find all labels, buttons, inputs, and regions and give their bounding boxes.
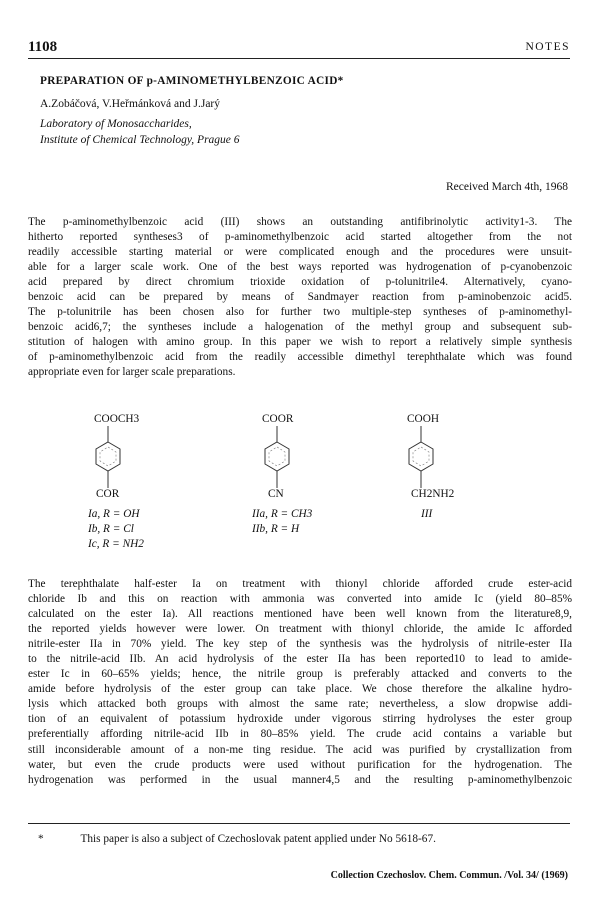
affiliation-line-1: Laboratory of Monosaccharides, xyxy=(40,118,192,130)
footnote-mark: * xyxy=(38,833,44,845)
text-line: hitherto reported syntheses3 of p-aminomethylbenzoic acid started altogether from the not xyxy=(28,231,572,244)
article-title: PREPARATION OF p-AMINOMETHYLBENZOIC ACID* xyxy=(40,75,344,87)
text-line: appropriate even for larger scale preparations. xyxy=(28,366,236,379)
structure-II-caption-b: IIb, R = H xyxy=(252,523,300,535)
benzene-ring-icon xyxy=(257,426,297,496)
structure-I-caption-b: Ib, R = Cl xyxy=(88,523,134,535)
text-line: still inconsiderable amount of a non-me ting residue. The acid was purified by crystallization from xyxy=(28,743,572,756)
text-line: benzoic acid6,7; the syntheses include a halogenation of the methyl group and subsequent sub- xyxy=(28,321,572,334)
text-line: tion of an equivalent of potassium hydroxide under vigorous stirring hydrolyses the ester group xyxy=(28,713,572,726)
text-line: able for a larger scale work. One of the best ways reported was hydrogenation of p-cyanobenzoic xyxy=(28,261,572,274)
text-line: benzoic acid can be prepared by means of Sandmayer reaction from p-aminobenzoic acid5. xyxy=(28,291,572,304)
text-line: to the nitrile-acid IIb. An acid hydrolysis of the ester IIa has been reported10 to lead to amide- xyxy=(28,653,572,666)
structure-I-top-group: COOCH3 xyxy=(94,413,140,425)
structure-III-bottom-group: CH2NH2 xyxy=(411,488,455,500)
footnote-text: This paper is also a subject of Czechoslovak patent applied under No 5618-67. xyxy=(80,833,436,845)
text-line: the reported yields however were lower. On treatment with thionyl chloride, the amide Ic afforded xyxy=(28,623,572,636)
text-line: preferentially affording nitrile-acid IIb in 80–85% yield. The crude acid contains a variable but xyxy=(28,728,572,741)
structure-I-caption-c: Ic, R = NH2 xyxy=(88,538,144,550)
text-line: acid prepared by direct chromium trioxide oxidation of p-tolunitrile4. Alternatively, cyano- xyxy=(28,276,572,289)
text-line: lysis which attacked both groups with almost the same rate; nevertheless, a slow dropwise addi- xyxy=(28,698,572,711)
footnote-rule xyxy=(28,823,570,824)
text-line: The p-tolunitrile has been chosen also for further two multiple-step syntheses of p-aminomethyl- xyxy=(28,306,572,319)
running-head: NOTES xyxy=(525,41,570,53)
text-line: readily accessible starting material or were complicated enough and the procedures were unsuit- xyxy=(28,246,572,259)
header-rule xyxy=(28,58,570,59)
structure-I-caption-a: Ia, R = OH xyxy=(88,508,140,520)
text-line: The p-aminomethylbenzoic acid (III) shows an outstanding antifibrinolytic activity1-3. The xyxy=(28,216,572,228)
text-line: calculated on the ester Ia). All reactions mentioned have been well known from the literature8,9, xyxy=(28,608,572,621)
intro-paragraph xyxy=(28,215,572,381)
benzene-ring-icon xyxy=(401,426,441,496)
benzene-ring-icon xyxy=(88,426,128,496)
footnote xyxy=(38,833,436,845)
text-line: ester Ic in 60–65% yields; hence, the nitrile group is preferably attacked and converts to the xyxy=(28,668,572,681)
page-number: 1108 xyxy=(28,39,58,55)
text-line: water, but even the crude products were used without purification for the hydrogenation. The xyxy=(28,758,572,771)
structure-III-top-group: COOH xyxy=(407,413,440,425)
journal-footer: Collection Czechoslov. Chem. Commun. /Vol. 34/ (1969) xyxy=(330,870,568,881)
text-line: chloride Ib and this on reaction with ammonia was converted into amide Ic (yield 80–85% xyxy=(28,593,572,606)
authors: A.Zobáčová, V.Heřmánková and J.Jarý xyxy=(40,98,221,110)
text-line: of p-aminomethylbenzoic acid from the readily accessible dimethyl terephthalate which was found xyxy=(28,351,572,364)
structure-I-bottom-group: COR xyxy=(96,488,120,500)
structure-II-caption-a: IIa, R = CH3 xyxy=(252,508,313,520)
received-date: Received March 4th, 1968 xyxy=(446,181,568,193)
results-paragraph xyxy=(28,577,572,788)
structure-III-caption: III xyxy=(421,508,433,520)
text-line: stitution of halogen with amino group. In this paper we wish to report a relatively simple synthesis xyxy=(28,336,572,349)
text-line: hydrogenation was performed in the usual manner4,5 and the resulting p-aminomethylbenzoic xyxy=(28,773,572,786)
text-line: amide before hydrolysis of the ester group can take place. We chose therefore the alkaline hydro- xyxy=(28,683,572,696)
structure-II-top-group: COOR xyxy=(262,413,294,425)
affiliation-line-2: Institute of Chemical Technology, Prague 6 xyxy=(40,134,240,146)
text-line: nitrile-ester IIa in 70% yield. The key step of the synthesis was the hydrolysis of nitrile-ester IIa xyxy=(28,638,572,651)
structure-II-bottom-group: CN xyxy=(268,488,284,500)
text-line: The terephthalate half-ester Ia on treatment with thionyl chloride afforded crude ester-acid xyxy=(28,578,572,590)
